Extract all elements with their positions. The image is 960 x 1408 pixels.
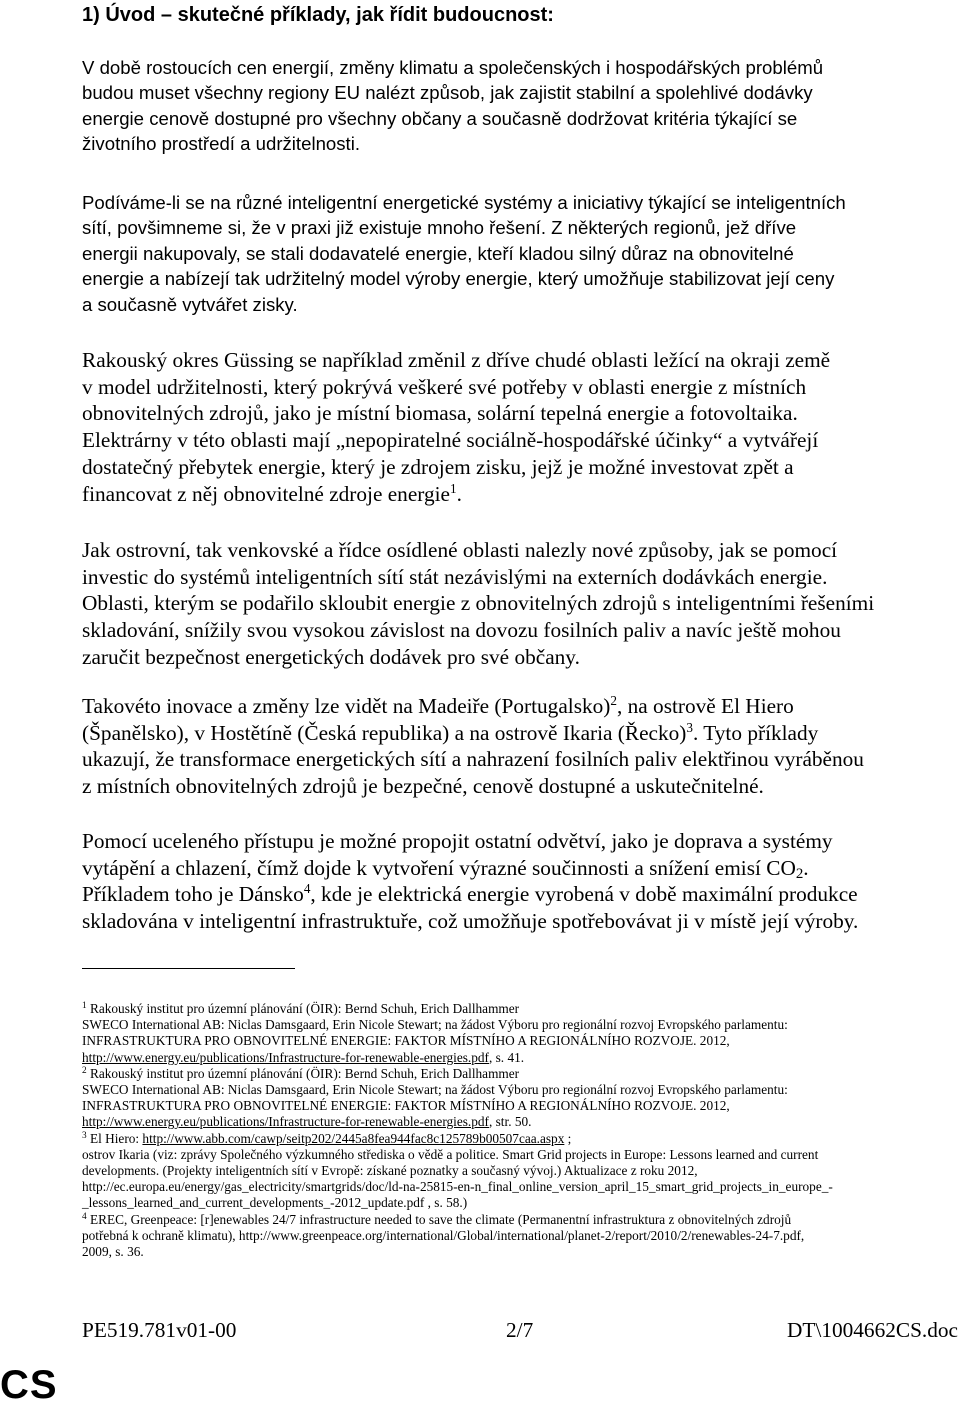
footnote-ref: 3 [686,719,693,735]
text-line: Podíváme-li se na různé inteligentní energetické systémy a iniciativy týkající se inteligentních [82,192,846,213]
footnote-number: 1 [82,1000,87,1011]
text-line: Jak ostrovní, tak venkovské a řídce osídlené oblasti nalezly nové způsoby, jak se pomocí [82,538,838,562]
text-line: z místních obnovitelných zdrojů je bezpečné, cenově dostupné a uskutečnitelné. [82,774,764,799]
text-line: zaručit bezpečnost energetických dodávek pro své občany. [82,644,580,669]
language-code: CS [0,1363,58,1407]
text-line: vytápění a chlazení, čímž dojde k vytvoření výrazné součinnosti a snížení emisí $CO_2$. [82,855,809,882]
footnote-ref: 4 [303,881,311,897]
file-name: DT\1004662CS.doc [787,1318,958,1342]
text-line: a současně vytvářet zisky. [82,293,298,315]
text-line: energie a nabízejí tak udržitelný model výroby energie, který umožňuje stabilizovat její ceny [82,268,835,290]
paragraph-island-regions [82,537,960,671]
footnote-number: 4 [82,1211,87,1222]
footnote-4: $^4$ EREC, Greenpeace: [r]enewables 24/7 infrastructure needed to save the climate (Permanentní infrastruktura z obnovitelných zdrojů potřebná k ochraně klimatu), http://www.greenpeace.org/international/Global/international/planet-2/report/2010/2/renewables-24-7.pdf, 2009, s. 36. [82,1211,805,1260]
footnotes [82,1001,960,1260]
paragraph-gussing [82,347,960,507]
section-heading: 1) Úvod – skutečné příklady, jak řídit budoucnost: [82,4,554,26]
page-number: 2/7 [506,1318,534,1342]
text-line: energii nakupovaly, se stali dodavatelé energie, kteří kladou silný důraz na obnovitelné [82,242,794,264]
footnote-1: $^1$ Rakouský institut pro územní plánování (ÖIR): Bernd Schuh, Erich Dallhammer SWECO International AB: Niclas Damsgaard, Erin Nicole Stewart; na žádost Výboru pro regionální rozvoj Evropského parlamentu: INFRASTRUKTURA PRO OBNOVITELNÉ ENERGIE: FAKTOR MÍSTNÍHO A REGIONÁLNÍHO ROZVOJE. 2012, http://www.energy.eu/publications/Infrastructure-for-renewable-energies.pdf, s. 41. [82,1000,788,1065]
text-line: životního prostředí a udržitelnosti. [82,133,361,155]
paragraph-intro [82,55,960,157]
footnote-link[interactable]: http://www.abb.com/cawp/seitp202/2445a8fea944fac8c125789b00507caa.aspx [142,1130,565,1146]
paragraph-integrated-approach [82,828,960,935]
text-line: skladování, snížily svou vysokou závislost na dovozu fosilních paliv a navíc ještě mohou [82,618,841,643]
footnote-ref: 1 [450,480,457,496]
subscript: 2 [795,865,804,882]
footnote-link[interactable]: http://www.energy.eu/publications/Infrastructure-for-renewable-energies.pdf [82,1114,489,1130]
text-line: financovat z něj obnovitelné zdroje energie$^1$. [82,480,462,506]
text-line: (Španělsko), v Hostětíně (Česká republika) a na ostrově Ikaria (Řecko)$^3$. Tyto příklady [82,719,819,745]
footnote-3: $^3$ El Hiero: http://www.abb.com/cawp/seitp202/2445a8fea944fac8c125789b00507caa.aspx ; ostrov Ikaria (viz: zprávy Společného výzkumného střediska o vědě a politice. Smart Grid projects in Europe: Lessons learned and current developments. (Projekty inteligentních sítí v Evropě: získané poznatky a současný vývoj.) Aktualizace z roku 2012, http://ec.europa.eu/energy/gas_electricity/smartgrids/doc/ld-na-25815-en-n_final_online_version_april_15_smart_grid_projects_in_europe_- _lessons_learned_and_current_developments_-2012_update.pdf , s. 58.) [82,1130,833,1211]
text-line: dostatečný přebytek energie, který je zdrojem zisku, jejž je možné investovat zpět a [82,454,794,479]
text-line: Příkladem toho je Dánsko$^4$, kde je elektrická energie vyrobená v době maximální produkce [82,881,858,907]
text-line: sítí, povšimneme si, že v praxi již existuje mnoho řešení. Z některých regionů, jež dříve [82,217,797,239]
text-line: obnovitelných zdrojů, jako je místní biomasa, solární tepelná energie a fotovoltaika. [82,401,798,426]
text-line: ukazují, že transformace energetických sítí a nahrazení fosilních paliv elektřinou vyráběnou [82,747,864,772]
footnote-2: $^2$ Rakouský institut pro územní plánování (ÖIR): Bernd Schuh, Erich Dallhammer SWECO International AB: Niclas Damsgaard, Erin Nicole Stewart; na žádost Výboru pro regionální rozvoj Evropského parlamentu: INFRASTRUKTURA PRO OBNOVITELNÉ ENERGIE: FAKTOR MÍSTNÍHO A REGIONÁLNÍHO ROZVOJE. 2012, http://www.energy.eu/publications/Infrastructure-for-renewable-energies.pdf, str. 50. [82,1065,788,1130]
footnote-ref: 2 [610,692,617,708]
footnote-number: 3 [82,1130,87,1141]
footnote-link[interactable]: http://www.energy.eu/publications/Infrastructure-for-renewable-energies.pdf [82,1049,489,1065]
text-line: Takovéto inovace a změny lze vidět na Madeiře (Portugalsko)$^2$, na ostrově El Hiero [82,692,794,718]
text-line: Elektrárny v této oblasti mají „nepopiratelné sociálně-hospodářské účinky“ a vytvářejí [82,428,819,453]
text-line: V době rostoucích cen energií, změny klimatu a společenských i hospodářských problémů [82,57,824,78]
document-reference: PE519.781v01-00 [82,1318,237,1342]
text-line: budou muset všechny regiony EU nalézt způsob, jak zajistit stabilní a spolehlivé dodávky [82,82,813,104]
text-line: v model udržitelnosti, který pokrývá veškeré své potřeby v oblasti energie z místních [82,374,807,399]
footnote-separator [82,968,295,969]
paragraph-smart-systems [82,190,960,317]
text-line: Pomocí uceleného přístupu je možné propojit ostatní odvětví, jako je doprava a systémy [82,829,833,853]
footnote-number: 2 [82,1065,87,1076]
text-line: investic do systémů inteligentních sítí stát nezávislými na externích dodávkách energie. [82,564,828,589]
text-line: energie cenově dostupné pro všechny občany a současně dodržovat kritéria týkající se [82,107,798,129]
text-line: Oblasti, kterým se podařilo skloubit energie z obnovitelných zdrojů s inteligentními řešeními [82,591,875,616]
text-line: skladována v inteligentní infrastruktuře, což umožňuje spotřebovávat ji v místě její výroby. [82,909,859,934]
text-line: Rakouský okres Güssing se například změnil z dříve chudé oblasti ležící na okraji země [82,348,831,372]
paragraph-innovations [82,693,960,800]
